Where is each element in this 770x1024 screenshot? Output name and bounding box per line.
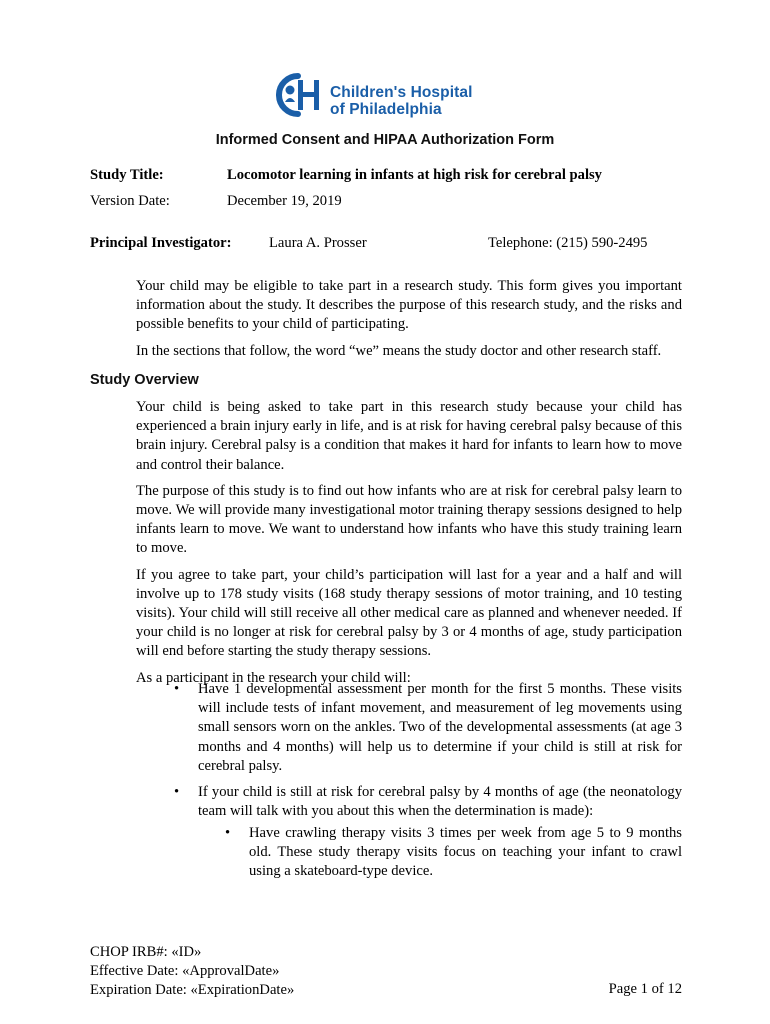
page-number: Page 1 of 12 (608, 981, 682, 997)
overview-paragraph-3: If you agree to take part, your child’s participation will last for a year and a half and will involve up to 178 study visits (168 study therapy sessions of motor training, and 10 testing visits). Your child will still receive all other medical care as planned and whenever needed. If your child is no longer at risk for cerebral palsy by 3 or 4 months of age, study participation will end before starting the study therapy sessions. (136, 566, 682, 660)
bullet-text-1: Have 1 developmental assessment per month for the first 5 months. These visits will include tests of infant movement, and measurement of leg movements using small sensors worn on the ankles. Two of the developmental assessments (at age 3 months and 4 months) will help us to determine if your child is still at risk for cerebral palsy. (198, 681, 682, 774)
logo-line-1: Children's Hospital (330, 84, 473, 101)
list-item (174, 680, 682, 776)
version-date-value: December 19, 2019 (227, 193, 342, 209)
principal-investigator-label: Principal Investigator: (90, 235, 232, 251)
study-title-label: Study Title: (90, 167, 164, 183)
bullet-text-2: If your child is still at risk for cerebral palsy by 4 months of age (the neonatology team will talk with you about this when the determination is made): (198, 784, 682, 820)
overview-sub-bullet-list (225, 824, 682, 882)
footer-irb-info (90, 943, 294, 1001)
effective-date: Effective Date: «ApprovalDate» (90, 963, 280, 980)
overview-bullet-list (174, 680, 682, 828)
version-date-label: Version Date: (90, 193, 170, 209)
intro-section (136, 277, 682, 368)
form-title: Informed Consent and HIPAA Authorization Form (215, 132, 555, 148)
expiration-date: Expiration Date: «ExpirationDate» (90, 982, 295, 999)
logo-line-2: of Philadelphia (330, 101, 442, 118)
overview-paragraph-1: Your child is being asked to take part in this research study because your child has experienced a brain injury early in life, and is at risk for having cerebral palsy because of this brain injury. Cerebral palsy is a condition that makes it hard for infants to learn how to move and control their balance. (136, 399, 682, 473)
intro-paragraph-2: In the sections that follow, the word “we” means the study doctor and other research staff. (136, 342, 662, 359)
study-title-value: Locomotor learning in infants at high risk for cerebral palsy (227, 167, 602, 183)
intro-paragraph-1: Your child may be eligible to take part in a research study. This form gives you important information about the study. It describes the purpose of this research study, and the risks and possible benefits to your child of participating. (136, 278, 682, 333)
overview-paragraph-2: The purpose of this study is to find out how infants who are at risk for cerebral palsy learn to move. We will provide many investigational motor training therapy sessions designed to help infants learn to move. We want to understand how infants who have this study training learn to move. (136, 482, 682, 557)
study-overview-heading: Study Overview (90, 372, 199, 388)
sub-bullet-text-1: Have crawling therapy visits 3 times per week from age 5 to 9 months old. These study therapy visits focus on teaching your infant to crawl using a skateboard-type device. (249, 825, 682, 880)
list-item (225, 824, 682, 882)
logo-wordmark (330, 84, 473, 118)
overview-paragraph-4: As a participant in the research your child will: (136, 669, 411, 686)
list-item (174, 783, 682, 821)
bullet-icon: • (225, 825, 231, 841)
telephone: Telephone: (215) 590-2495 (488, 235, 648, 251)
chop-logo-mark-icon (276, 72, 326, 118)
bullet-icon: • (174, 784, 180, 801)
bullet-icon: • (174, 681, 180, 697)
irb-number: CHOP IRB#: «ID» (90, 944, 202, 960)
overview-section (136, 398, 682, 695)
chop-logo (276, 72, 496, 122)
principal-investigator-value: Laura A. Prosser (269, 235, 367, 251)
